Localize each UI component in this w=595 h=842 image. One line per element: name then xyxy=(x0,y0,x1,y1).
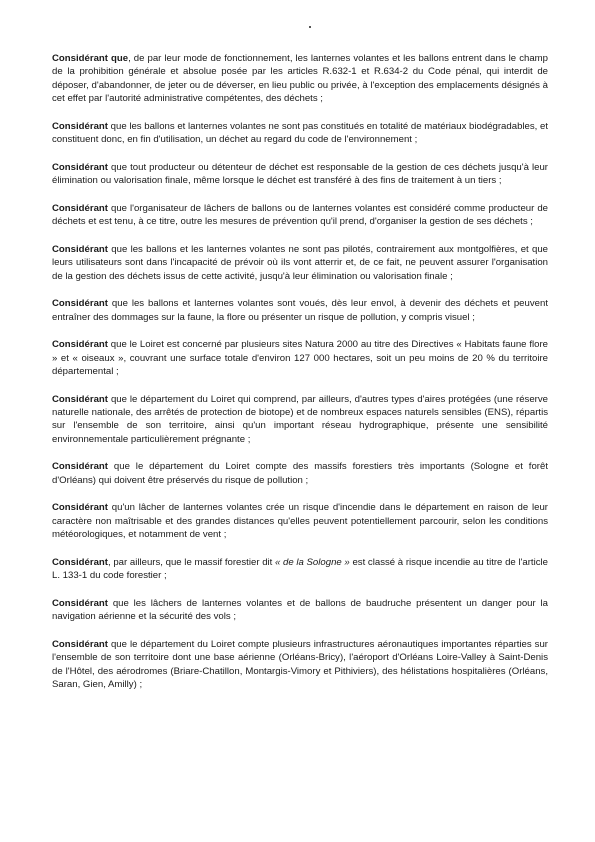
paragraph-8 xyxy=(52,393,548,447)
paragraph-text: est classé à risque incendie au titre de l'article L. 133-1 du code forestier ; xyxy=(52,556,548,582)
keyword: Considérant xyxy=(52,161,108,173)
paragraph-9 xyxy=(52,460,548,487)
paragraph-6 xyxy=(52,297,548,324)
keyword: Considérant xyxy=(52,298,108,310)
paragraph-5 xyxy=(52,243,548,283)
paragraph-text: que les ballons et les lanternes volantes ne sont pas pilotés, contrairement aux montgolfières, et que leurs utilisateurs sont dans l'incapacité de prévoir où ils vont atterrir et, de ce fait, ne peuvent assurer l'organisation de la gestion des déchets issus de cette activité, jusqu'à leur élimination ou valorisation finale ; xyxy=(52,243,548,282)
paragraph-text: que l'organisateur de lâchers de ballons ou de lanternes volantes est considéré comme producteur de déchets et est tenu, à ce titre, outre les mesures de prévention qu'il prend, d'organiser la gestion de ses déchets ; xyxy=(52,202,548,228)
keyword: Considérant xyxy=(52,243,108,255)
paragraph-text: , par ailleurs, que le massif forestier dit xyxy=(107,556,276,568)
paragraph-text: que les ballons et lanternes volantes sont voués, dès leur envol, à devenir des déchets et peuvent entraîner des dommages sur la faune, la flore ou présenter un risque de pollution, y compris visuel ; xyxy=(52,298,548,323)
keyword: Considérant xyxy=(52,393,108,405)
paragraph-2 xyxy=(52,120,548,147)
forest-name: « de la Sologne » xyxy=(275,556,350,568)
keyword: Considérant xyxy=(52,461,108,473)
paragraph-12 xyxy=(52,597,548,624)
paragraph-text: que le département du Loiret compte plusieurs infrastructures aéronautiques importantes réparties sur l'ensemble de son territoire dont une base aérienne (Orléans-Bricy), l'aéroport d'Orléans Loire-Valley à Saint-Denis de l'Hôtel, des aérodromes (Briare-Chatillon, Montargis-Vimory et Pithiviers), des hélistations hospitalières (Orléans, Saran, Gien, Amilly) ; xyxy=(52,638,548,691)
paragraph-text: que le département du Loiret qui comprend, par ailleurs, d'autres types d'aires protégées (une réserve naturelle nationale, des arrêtés de protection de biotope) et de nombreux espaces naturels sensibles (ENS), répartis sur l'ensemble de son territoire, ainsi qu'un important réseau hydrographique, présente une sensibilité environnementale particulièrement prégnante ; xyxy=(52,393,548,445)
paragraph-4 xyxy=(52,202,548,229)
keyword: Considérant xyxy=(52,202,108,214)
keyword: Considérant xyxy=(52,339,108,351)
paragraph-3 xyxy=(52,161,548,188)
paragraph-text: que tout producteur ou détenteur de déchet est responsable de la gestion de ces déchets jusqu'à leur élimination ou valorisation finale, même lorsque le déchet est transféré à des fins de traitement à un tiers ; xyxy=(52,161,548,187)
paragraph-11 xyxy=(52,556,548,583)
paragraph-13 xyxy=(52,638,548,692)
paragraph-text: que le département du Loiret compte des massifs forestiers très importants (Sologne et forêt d'Orléans) qui doivent être préservés du risque de pollution ; xyxy=(52,461,548,486)
paragraph-1 xyxy=(52,52,548,106)
keyword: Considérant xyxy=(52,638,108,650)
keyword: Considérant xyxy=(52,556,108,568)
keyword: Considérant xyxy=(52,502,108,514)
paragraph-text: que les ballons et lanternes volantes ne sont pas constitués en totalité de matériaux biodégradables, et constituent donc, en fin d'utilisation, un déchet au regard du code de l'environnement ; xyxy=(52,120,548,146)
paragraph-text: que le Loiret est concerné par plusieurs sites Natura 2000 au titre des Directives « Habitats faune flore » et « oiseaux », couvrant une surface totale d'environ 127 000 hectares, soit un peu moins de 20 % du territoire départemental ; xyxy=(52,339,548,378)
keyword: Considérant xyxy=(52,120,108,132)
keyword: Considérant que xyxy=(52,53,129,64)
paragraph-text: qu'un lâcher de lanternes volantes crée un risque d'incendie dans le département en raison de leur caractère non maîtrisable et des grandes distances qu'elles peuvent potentiellement parcourir, selon les conditions météorologiques, et notamment de vent ; xyxy=(52,502,548,541)
paragraph-text: , de par leur mode de fonctionnement, les lanternes volantes et les ballons entrent dans le champ de la prohibition générale et absolue posée par les articles R.632-1 et R.634-2 du Code pénal, qui interdit de déposer, d'abandonner, de jeter ou de déverser, en lieu public ou privée, à l'exception des emplacements désignés à cet effet par l'autorité administrative compétentes, des déchets ; xyxy=(52,53,548,105)
document-body xyxy=(52,52,548,691)
paragraph-7 xyxy=(52,338,548,378)
page-mark xyxy=(309,26,311,28)
paragraph-10 xyxy=(52,501,548,541)
paragraph-text: que les lâchers de lanternes volantes et de ballons de baudruche présentent un danger pour la navigation aérienne et la sécurité des vols ; xyxy=(52,597,548,623)
keyword: Considérant xyxy=(52,597,108,609)
